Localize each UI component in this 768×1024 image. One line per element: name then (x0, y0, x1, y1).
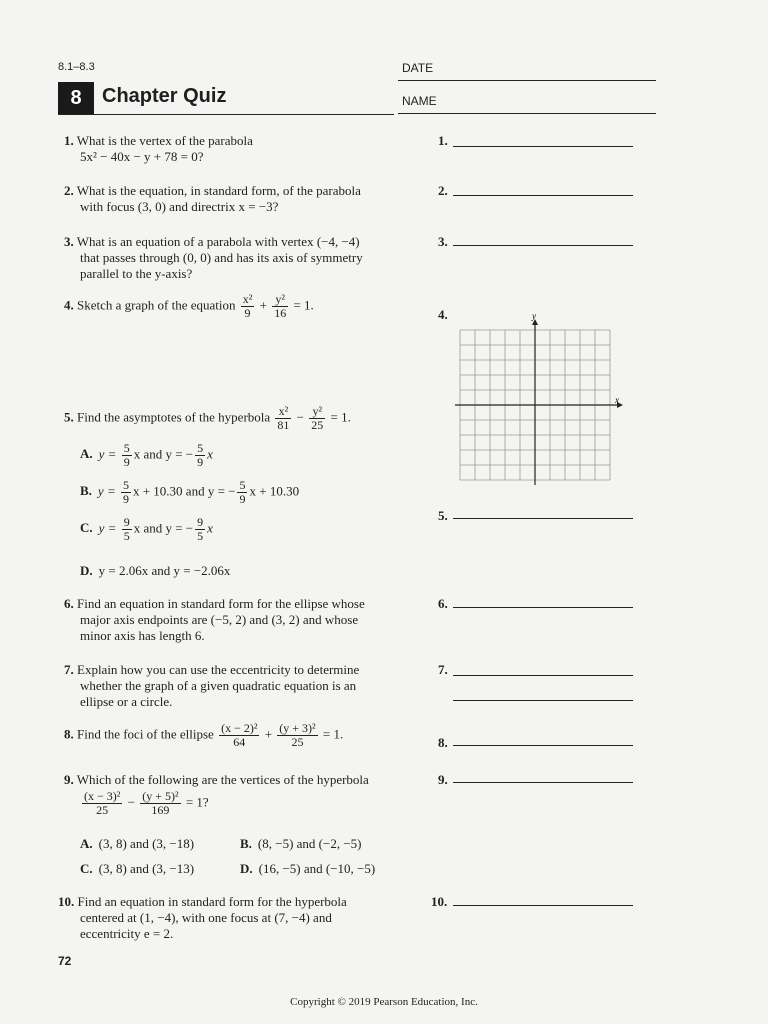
denominator: 81 (277, 418, 290, 432)
answer-label: 4. (438, 307, 448, 322)
equation-suffix: = 1. (322, 726, 344, 742)
title-rule (58, 114, 394, 115)
question-number: 10. (58, 894, 75, 909)
choice-a[interactable] (80, 836, 194, 852)
operator: − (296, 409, 305, 425)
choice-c[interactable] (80, 516, 213, 543)
numerator: x² (275, 405, 291, 419)
question-text: centered at (1, −4), with one focus at (7, −4) and (80, 910, 332, 925)
question-10 (58, 894, 418, 942)
fraction (195, 442, 205, 469)
choice-text: y = (97, 483, 116, 499)
answer-label: 8. (438, 735, 448, 750)
numerator: 5 (123, 441, 130, 455)
question-text: 5x² − 40x − y + 78 = 0? (80, 149, 204, 164)
question-text: ellipse or a circle. (80, 694, 173, 709)
fraction (277, 722, 317, 749)
chapter-title: Chapter Quiz (102, 85, 227, 107)
answer-line-8[interactable] (453, 745, 633, 746)
copyright-notice: Copyright © 2019 Pearson Education, Inc. (290, 996, 478, 1008)
operator: + (264, 726, 273, 742)
question-9 (64, 772, 444, 817)
question-3 (64, 234, 424, 282)
answer-label: 5. (438, 508, 448, 523)
numerator: 5 (197, 441, 204, 455)
numerator: y² (309, 405, 325, 419)
numerator: (y + 3)² (279, 721, 316, 735)
fraction (122, 442, 132, 469)
fraction (122, 516, 132, 543)
numerator: (x − 2)² (221, 721, 258, 735)
denominator: 25 (291, 735, 304, 749)
question-text: Which of the following are the vertices of the hyperbola (76, 772, 369, 787)
denominator: 25 (311, 418, 324, 432)
choice-text: y = 2.06x and y = −2.06x (98, 563, 231, 578)
denominator: 5 (123, 529, 130, 543)
question-number: 8. (64, 726, 74, 742)
question-number: 2. (64, 183, 74, 198)
answer-label: 6. (438, 596, 448, 611)
question-text: Find an equation in standard form for the hyperbola (77, 894, 347, 909)
choice-text: (16, −5) and (−10, −5) (258, 861, 376, 876)
choice-label: C. (80, 520, 93, 536)
denominator: 16 (274, 306, 287, 320)
question-text: Find an equation in standard form for the ellipse whose (77, 596, 365, 611)
numerator: 5 (122, 478, 129, 492)
answer-label: 1. (438, 133, 448, 148)
choice-label: D. (80, 563, 93, 578)
denominator: 9 (244, 306, 251, 320)
date-line (398, 80, 656, 81)
question-text: What is an equation of a parabola with vertex (−4, −4) (76, 234, 360, 249)
question-5 (64, 405, 444, 432)
answer-line-9[interactable] (453, 782, 633, 783)
question-6 (64, 596, 424, 644)
answer-line-5[interactable] (453, 518, 633, 519)
question-number: 9. (64, 772, 74, 787)
equation-suffix: = 1. (330, 409, 351, 425)
question-4 (64, 293, 444, 320)
question-text: What is the equation, in standard form, of the parabola (76, 183, 361, 198)
fraction (309, 405, 325, 432)
numerator: 5 (239, 478, 246, 492)
choice-text: (8, −5) and (−2, −5) (257, 836, 362, 851)
question-text: Explain how you can use the eccentricity to determine (77, 662, 360, 677)
x-axis-label: x (615, 395, 619, 405)
choice-b[interactable] (80, 479, 299, 506)
question-number: 7. (64, 662, 74, 677)
answer-line-6[interactable] (453, 607, 633, 608)
operator: − (127, 794, 135, 810)
section-range: 8.1–8.3 (58, 61, 95, 73)
question-text: that passes through (0, 0) and has its axis of symmetry (80, 250, 363, 265)
fraction (272, 293, 288, 320)
question-1 (64, 133, 424, 165)
name-label: NAME (402, 94, 437, 108)
fraction (140, 790, 180, 817)
choice-text: x + 10.30 and y = − (132, 483, 236, 499)
choice-text: y = (98, 520, 117, 536)
answer-line-3[interactable] (453, 245, 633, 246)
choice-d[interactable] (240, 861, 375, 877)
fraction (121, 479, 131, 506)
numerator: (x − 3)² (84, 789, 121, 803)
question-number: 6. (64, 596, 74, 611)
question-text: Find the foci of the ellipse (77, 726, 214, 742)
denominator: 5 (197, 529, 204, 543)
choice-label: A. (80, 836, 93, 851)
question-text: parallel to the y-axis? (80, 266, 193, 281)
denominator: 169 (151, 803, 170, 817)
question-text: minor axis has length 6. (80, 628, 205, 643)
choice-b[interactable] (240, 836, 362, 852)
denominator: 9 (123, 455, 130, 469)
choice-text: x and y = − (133, 446, 194, 462)
fraction (237, 479, 247, 506)
numerator: (y + 5)² (142, 789, 179, 803)
choice-d[interactable] (80, 563, 230, 579)
choice-text: x (207, 446, 213, 462)
question-number: 4. (64, 297, 74, 313)
numerator: y² (272, 293, 288, 307)
numerator: 9 (197, 515, 204, 529)
name-line (398, 113, 656, 114)
answer-label: 10. (431, 894, 448, 909)
question-number: 5. (64, 409, 74, 425)
choice-label: D. (240, 861, 253, 876)
coordinate-grid[interactable] (455, 310, 630, 490)
choice-label: A. (80, 446, 93, 462)
question-text: eccentricity e = 2. (80, 926, 174, 941)
denominator: 25 (96, 803, 109, 817)
fraction (195, 516, 205, 543)
equation-suffix: = 1. (293, 297, 314, 313)
numerator: 9 (123, 515, 130, 529)
choice-c[interactable] (80, 861, 194, 877)
choice-a[interactable] (80, 442, 213, 469)
question-text: What is the vertex of the parabola (76, 133, 253, 148)
answer-line-10[interactable] (453, 905, 633, 906)
denominator: 9 (239, 492, 246, 506)
question-text: whether the graph of a given quadratic equation is an (80, 678, 357, 693)
choice-text: x and y = − (133, 520, 194, 536)
choice-label: B. (80, 483, 92, 499)
question-number: 1. (64, 133, 74, 148)
question-text: Sketch a graph of the equation (77, 297, 236, 313)
date-label: DATE (402, 61, 434, 75)
answer-line-2[interactable] (453, 195, 633, 196)
choice-text: x + 10.30 (249, 483, 300, 499)
question-text: Find the asymptotes of the hyperbola (77, 409, 271, 425)
answer-label: 7. (438, 662, 448, 677)
question-text: major axis endpoints are (−5, 2) and (3, 2) and whose (80, 612, 359, 627)
choice-label: C. (80, 861, 93, 876)
answer-label: 2. (438, 183, 448, 198)
answer-line-7a[interactable] (453, 675, 633, 676)
numerator: x² (242, 292, 253, 306)
choice-text: (3, 8) and (3, −18) (98, 836, 195, 851)
denominator: 9 (197, 455, 204, 469)
answer-line-7b[interactable] (453, 700, 633, 701)
chapter-number-badge: 8 (58, 82, 94, 114)
denominator: 9 (122, 492, 129, 506)
question-text: with focus (3, 0) and directrix x = −3? (80, 199, 279, 214)
denominator: 64 (233, 735, 246, 749)
choice-text: (3, 8) and (3, −13) (98, 861, 195, 876)
choice-label: B. (240, 836, 252, 851)
question-8 (64, 722, 444, 749)
equation-suffix: = 1? (185, 794, 209, 810)
question-7 (64, 662, 424, 710)
question-number: 3. (64, 234, 74, 249)
choice-text: y = (98, 446, 117, 462)
answer-label: 9. (438, 772, 448, 787)
fraction (275, 405, 291, 432)
y-axis-label: y (532, 311, 536, 321)
question-2 (64, 183, 424, 215)
fraction (219, 722, 259, 749)
choice-text: x (207, 520, 213, 536)
operator: + (259, 297, 267, 313)
fraction (82, 790, 122, 817)
fraction (241, 293, 255, 320)
answer-label: 3. (438, 234, 448, 249)
page-number: 72 (58, 954, 72, 968)
answer-line-1[interactable] (453, 146, 633, 147)
